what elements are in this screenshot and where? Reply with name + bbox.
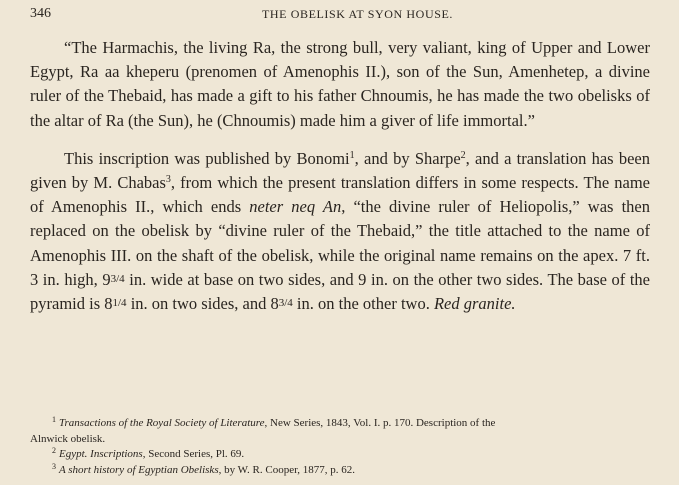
inscription-quote: “The Harmachis, the living Ra, the strong bull, very valiant, king of Upper and Lower Egypt, Ra aa kheperu (prenomen of Amenophis II.), son of the Sun, Amenhetep, a divine ruler of the Thebaid, has made a gift to his father Chnoumis, he has made the two obelisks of the altar of Ra (the Sun), he (Chnoumis) made him a giver of life immortal.” [30,38,650,130]
italic-phrase: neter neq An [249,197,342,217]
footnote-title: A short history of Egyptian Obelisks [59,463,219,476]
main-text-2: , and by Sharpe [354,148,461,168]
fraction-2: 1/4 [112,297,127,310]
footnote-3 [30,463,650,479]
footnote-rest: , New Series, 1843, Vol. I. p. 170. Description of the [264,417,496,429]
footnote-title: Transactions of the Royal Society of Literature [59,417,265,429]
footnote-rest: , Second Series, Pl. 69. [142,448,245,460]
fraction-3: 3/4 [278,297,293,310]
main-paragraph [30,147,650,316]
footnote-number: 1 [52,415,56,424]
main-text-5: , “the divine ruler of Heliopolis,” was then replaced on the obelisk by “divine ruler of the Thebaid,” the title attached to the name of Amenophis III. on the shaft of the obelisk, while the original name remains on the apex. 7 ft. 3 in. high, 9 [30,197,650,289]
fraction-1: 3/4 [110,272,125,285]
main-text-8: in. on the other two. [292,294,434,314]
running-title: THE OBELISK AT SYON HOUSE. [261,7,454,21]
main-text-7: in. on two sides, and 8 [126,294,279,314]
footnote-number: 2 [52,446,56,455]
main-text-6: in. wide at base on two sides, and 9 in. on the other two sides. The base of the pyramid is 8 [30,269,650,314]
page-number: 346 [30,6,51,21]
footnote-continuation: Alnwick obelisk. [30,432,106,445]
main-text-3: , and a translation has been given by M. Chabas [30,148,650,193]
footnote-ref-2: 2 [460,149,466,161]
footnote-number: 3 [52,461,56,471]
page-header [30,6,655,26]
main-text-4: , from which the present translation differs in some respects. The name of Amenophis II., which ends [30,173,651,217]
footnote-ref-1: 1 [349,149,355,161]
footnote-ref-3: 3 [165,174,171,186]
material-label: Red granite. [433,294,516,314]
footnote-rest: , by W. R. Cooper, 1877, p. 62. [218,463,356,476]
body-text [30,36,650,316]
footnote-1 [30,416,650,447]
footnotes [30,416,650,478]
main-text-1: This inscription was published by Bonomi [64,148,350,168]
footnote-2 [30,447,650,463]
footnote-title: Egypt. Inscriptions [59,448,143,460]
